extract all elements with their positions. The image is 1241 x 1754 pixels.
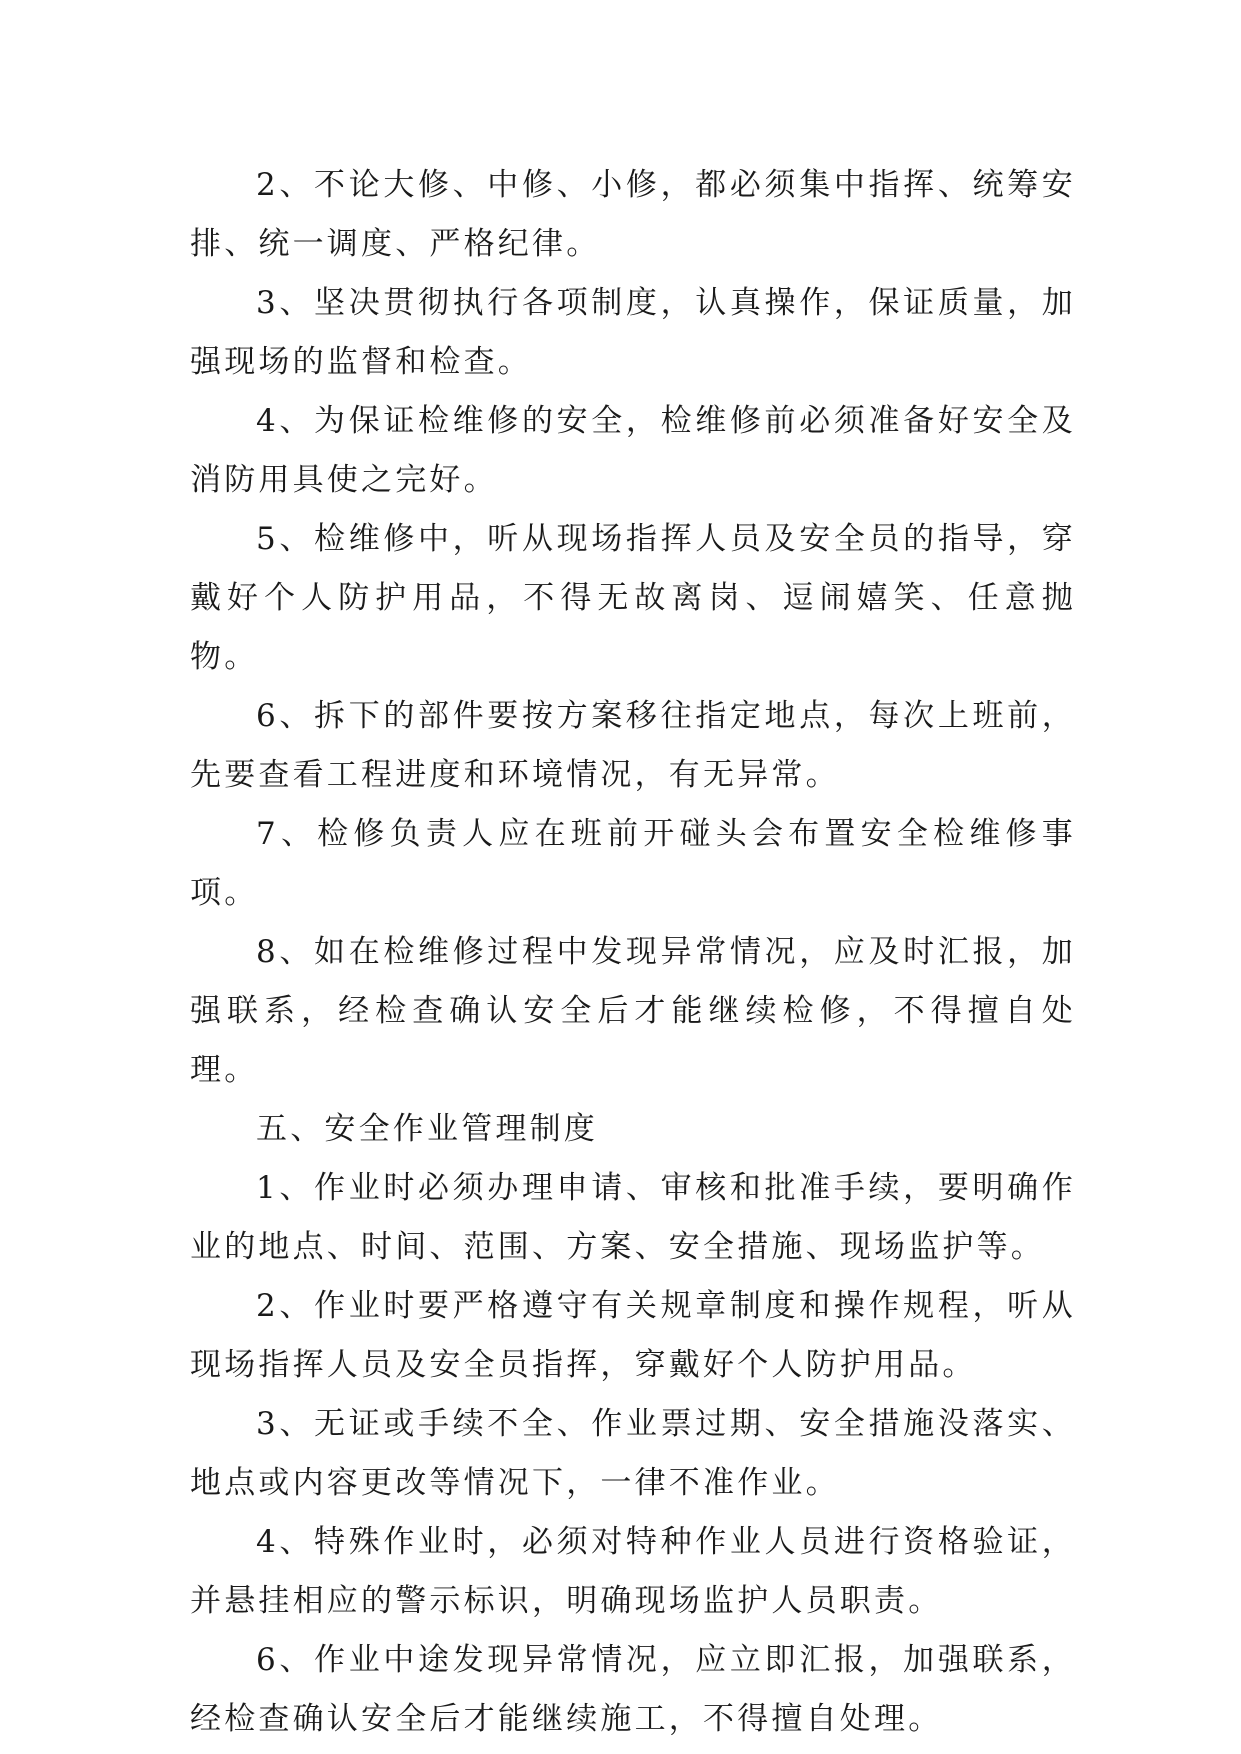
paragraph-operation-4: 4、特殊作业时，必须对特种作业人员进行资格验证，并悬挂相应的警示标识，明确现场监护人员职责。 [190, 1524, 1076, 1619]
paragraph-operation-1: 1、作业时必须办理申请、审核和批准手续，要明确作业的地点、时间、范围、方案、安全措施、现场监护等。 [190, 1170, 1076, 1265]
paragraph-operation-3: 3、无证或手续不全、作业票过期、安全措施没落实、地点或内容更改等情况下，一律不准作业。 [190, 1406, 1076, 1501]
paragraph-operation-2: 2、作业时要严格遵守有关规章制度和操作规程，听从现场指挥人员及安全员指挥，穿戴好个人防护用品。 [190, 1288, 1076, 1383]
paragraph-maintenance-4: 4、为保证检维修的安全，检维修前必须准备好安全及消防用具使之完好。 [190, 403, 1076, 498]
paragraph-maintenance-8: 8、如在检维修过程中发现异常情况，应及时汇报，加强联系，经检查确认安全后才能继续检修，不得擅自处理。 [190, 934, 1076, 1088]
document-body [190, 156, 1076, 1749]
paragraph-maintenance-5: 5、检维修中，听从现场指挥人员及安全员的指导，穿戴好个人防护用品，不得无故离岗、逗闹嬉笑、任意抛物。 [190, 521, 1076, 675]
paragraph-maintenance-6: 6、拆下的部件要按方案移往指定地点，每次上班前，先要查看工程进度和环境情况，有无异常。 [190, 698, 1076, 793]
section-heading: 五、安全作业管理制度 [256, 1111, 598, 1147]
paragraph-maintenance-7: 7、检修负责人应在班前开碰头会布置安全检维修事项。 [190, 816, 1076, 911]
paragraph-operation-6: 6、作业中途发现异常情况，应立即汇报，加强联系，经检查确认安全后才能继续施工，不得擅自处理。 [190, 1642, 1076, 1737]
paragraph-maintenance-3: 3、坚决贯彻执行各项制度，认真操作，保证质量，加强现场的监督和检查。 [190, 285, 1076, 380]
paragraph-maintenance-2: 2、不论大修、中修、小修，都必须集中指挥、统筹安排、统一调度、严格纪律。 [190, 167, 1076, 262]
